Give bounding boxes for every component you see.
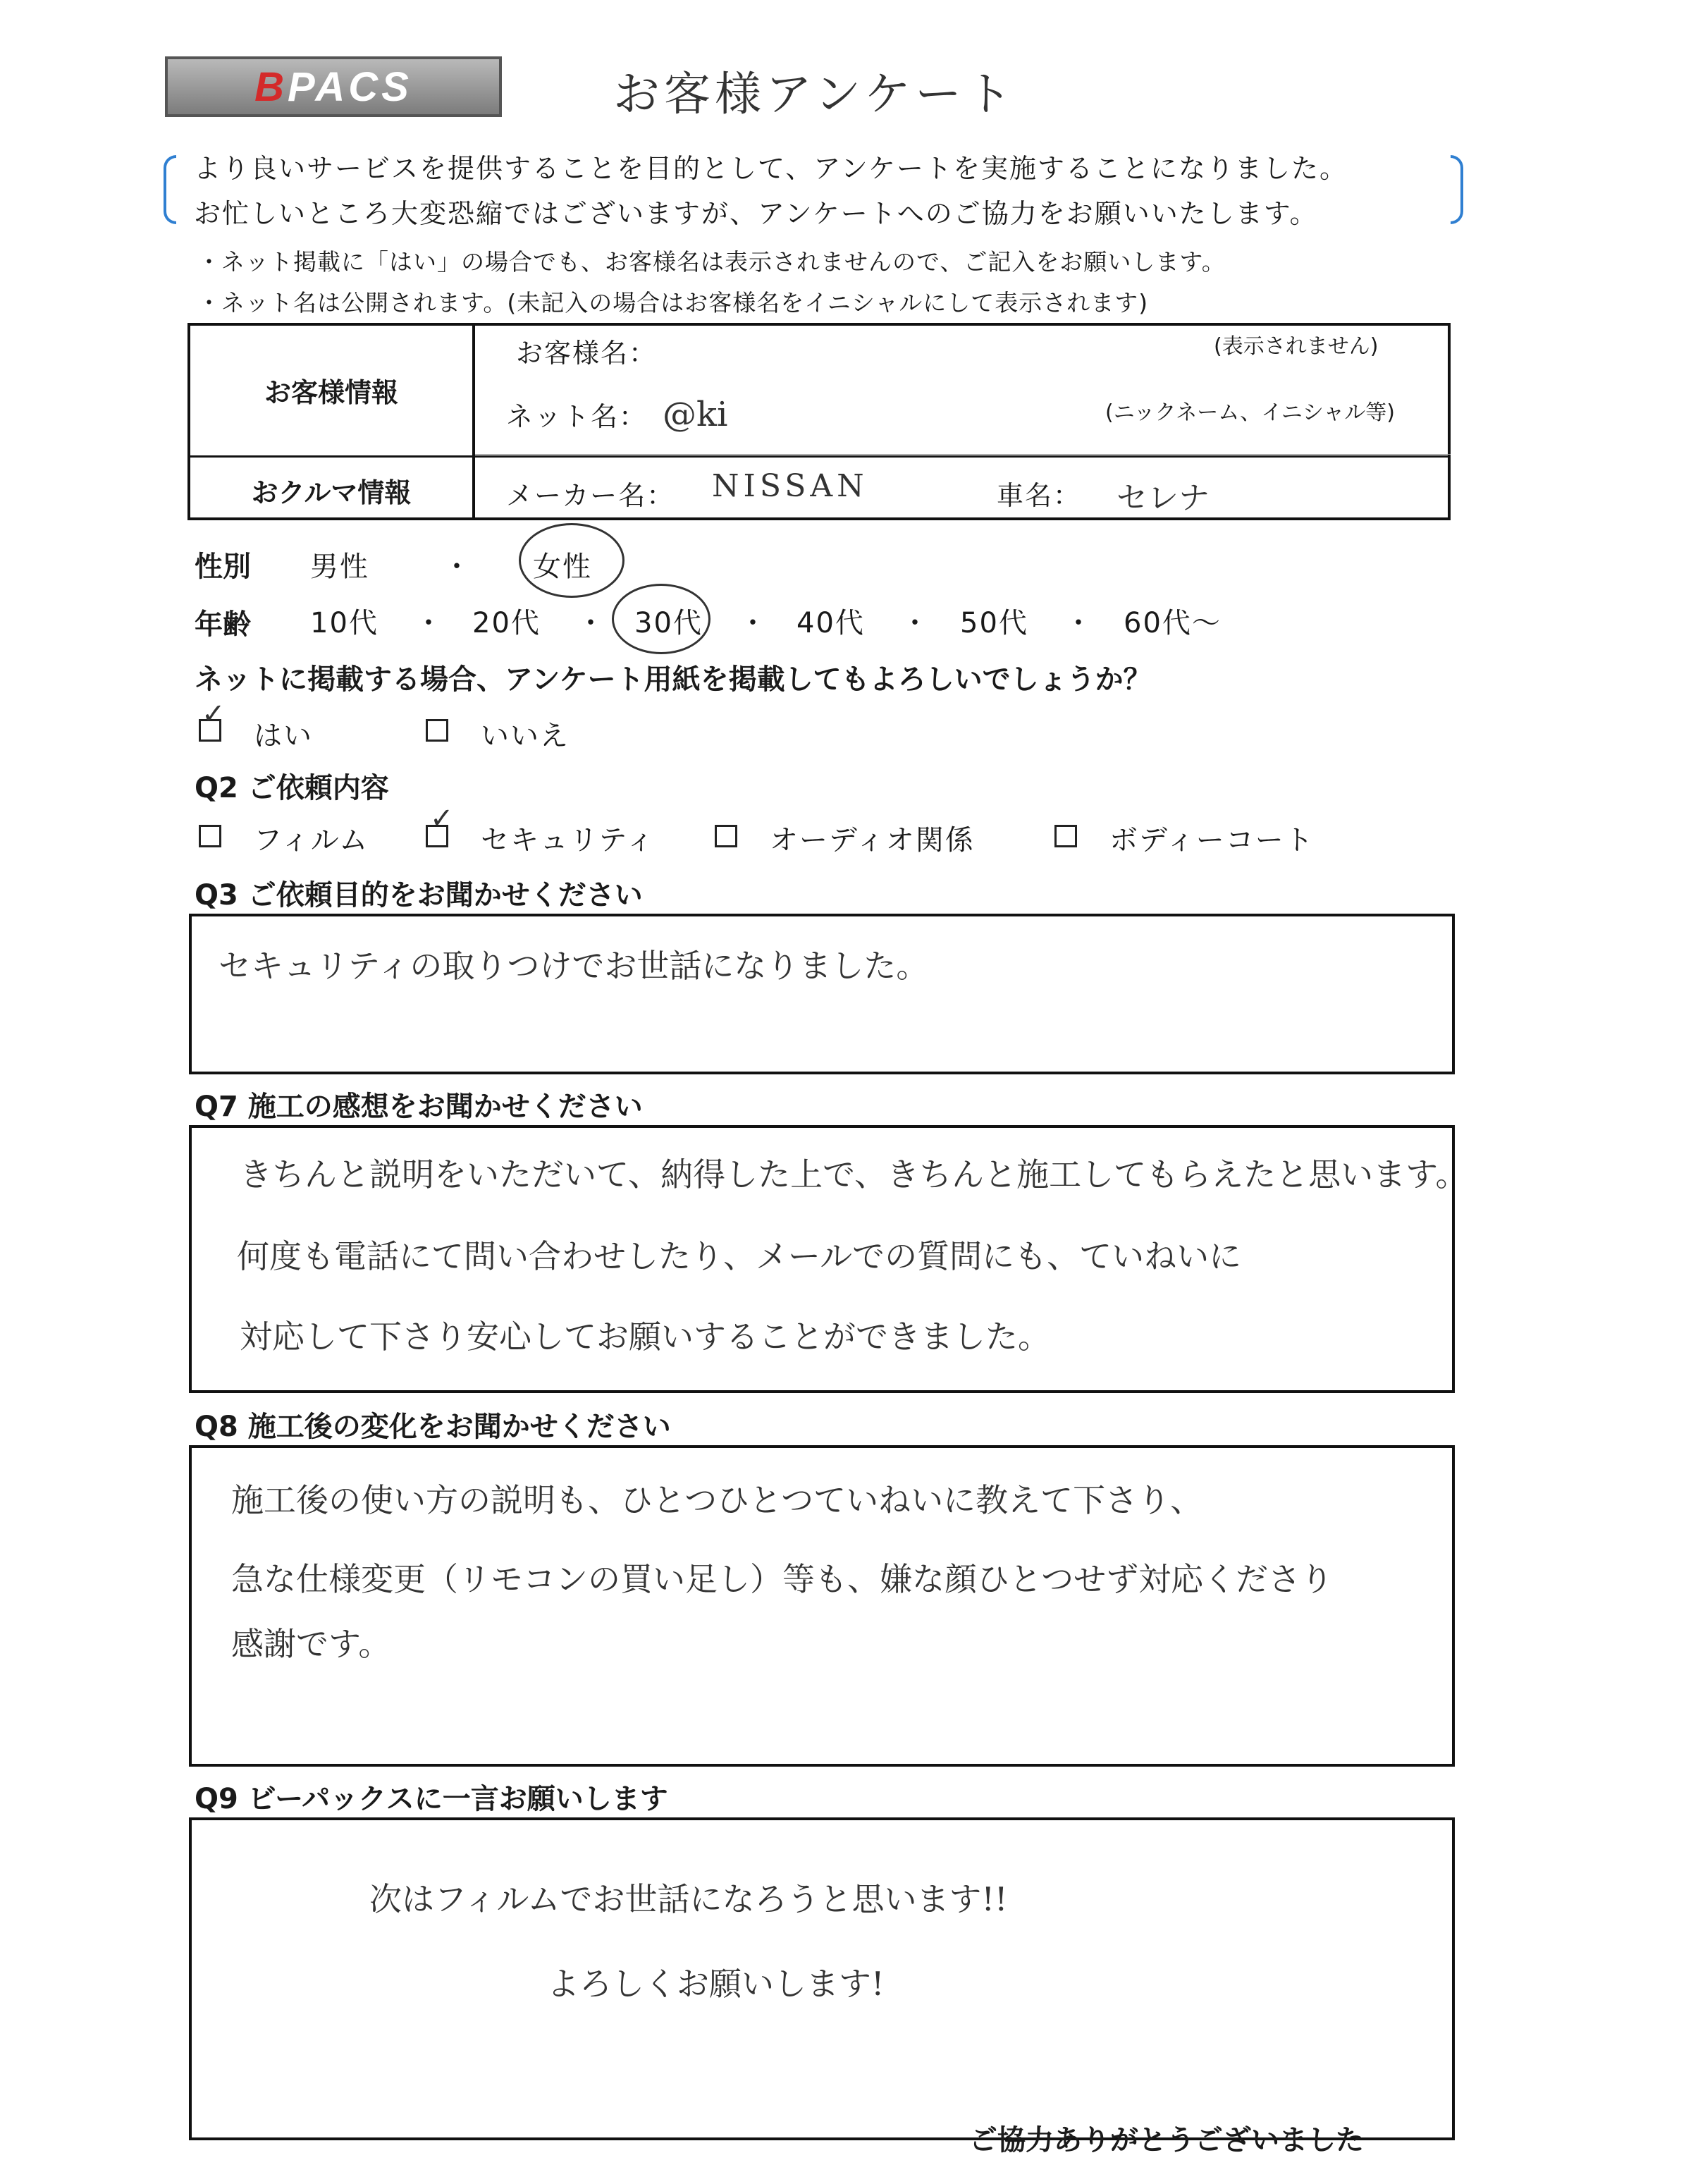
customer-info-label: お客様情報	[264, 377, 398, 408]
table-divider-horizontal	[187, 455, 1451, 458]
intro-note-2: ・ネット名は公開されます。(未記入の場合はお客様名をイニシャルにして表示されます)	[197, 289, 1149, 317]
car-name-label: 車名：	[997, 480, 1082, 511]
net-name-value[interactable]: @ki	[663, 395, 728, 434]
q2-film-label: フィルム	[254, 824, 369, 857]
intro-line-2: お忙しいところ大変恐縮ではございますが、アンケートへのご協力をお願いいたします。	[194, 198, 1318, 229]
q7-title: Q7 施工の感想をお聞かせください	[195, 1091, 643, 1123]
table-divider-inner	[475, 454, 1451, 455]
logo-prefix: B	[254, 63, 288, 110]
table-divider-vertical	[472, 323, 475, 520]
publish-yes-label: はい	[254, 720, 313, 752]
age-option-50s[interactable]: 50代	[960, 607, 1028, 639]
q8-answer-line: 急な仕様変更（リモコンの買い足し）等も、嫌な顔ひとつせず対応くださり	[231, 1560, 1334, 1598]
publish-question: ネットに掲載する場合、アンケート用紙を掲載してもよろしいでしょうか？	[195, 663, 1152, 696]
age-separator: ・	[901, 607, 930, 639]
age-separator: ・	[577, 607, 606, 639]
customer-name-note: (表示されません)	[1214, 334, 1379, 359]
q9-answer-line: よろしくお願いします!	[547, 1965, 885, 2003]
logo-text: PACS	[288, 63, 412, 110]
q2-bodycoat-label: ボディーコート	[1109, 824, 1315, 857]
q2-film-checkbox[interactable]	[199, 825, 221, 847]
q3-answer-box[interactable]	[189, 914, 1455, 1074]
maker-value[interactable]: NISSAN	[712, 468, 868, 504]
q8-title: Q8 施工後の変化をお聞かせください	[195, 1411, 671, 1443]
publish-no-label: いいえ	[481, 720, 570, 752]
q7-answer-line: 何度も電話にて問い合わせしたり、メールでの質問にも、ていねいに	[237, 1237, 1242, 1275]
q7-answer-line: きちんと説明をいただいて、納得した上で、きちんと施工してもらえたと思います。	[240, 1155, 1468, 1194]
q8-answer-line: 施工後の使い方の説明も、ひとつひとつていねいに教えて下さり、	[231, 1481, 1203, 1519]
maker-label: メーカー名：	[506, 480, 675, 511]
car-name-value[interactable]: セレナ	[1116, 480, 1210, 516]
q7-answer-line: 対応して下さり安心してお願いすることができました。	[240, 1318, 1050, 1356]
q2-security-label: セキュリティ	[481, 824, 656, 857]
check-mark-icon: ✓	[430, 802, 454, 835]
q8-answer-line: 感謝です。	[231, 1625, 391, 1663]
q2-audio-label: オーディオ関係	[770, 824, 975, 857]
check-mark-icon: ✓	[202, 698, 226, 730]
q9-answer-line: 次はフィルムでお世話になろうと思います!!	[369, 1880, 1008, 1918]
bpacs-logo	[165, 56, 502, 117]
age-option-60s[interactable]: 60代〜	[1124, 607, 1222, 639]
q3-title: Q3 ご依頼目的をお聞かせください	[195, 879, 643, 912]
q2-title: Q2 ご依頼内容	[195, 772, 389, 804]
age-option-40s[interactable]: 40代	[796, 607, 865, 639]
age-option-30s[interactable]: 30代	[634, 607, 703, 639]
net-name-label: ネット名：	[506, 401, 648, 432]
publish-no-checkbox[interactable]	[426, 719, 448, 742]
age-separator: ・	[739, 607, 768, 639]
q2-audio-checkbox[interactable]	[715, 825, 737, 847]
q3-answer-line: セキュリティの取りつけでお世話になりました。	[219, 947, 929, 985]
customer-name-label: お客様名：	[516, 338, 658, 369]
intro-line-1: より良いサービスを提供することを目的として、アンケートを実施することになりました。	[194, 153, 1348, 184]
age-separator: ・	[1064, 607, 1094, 639]
gender-separator: ・	[443, 551, 472, 583]
age-separator: ・	[414, 607, 444, 639]
age-option-20s[interactable]: 20代	[472, 607, 541, 639]
gender-option-male[interactable]: 男性	[310, 551, 369, 583]
gender-option-female[interactable]: 女性	[533, 551, 592, 583]
intro-bracket-right	[1451, 155, 1463, 224]
net-name-note: (ニックネーム、イニシャル等)	[1105, 400, 1396, 425]
document-title: お客様アンケート	[613, 67, 1017, 121]
car-info-label: おクルマ情報	[251, 477, 412, 508]
q2-bodycoat-checkbox[interactable]	[1054, 825, 1077, 847]
age-label: 年齢	[195, 608, 251, 641]
intro-bracket-left	[164, 155, 176, 224]
intro-note-1: ・ネット掲載に「はい」の場合でも、お客様名は表示されませんので、ご記入をお願いします。	[197, 248, 1226, 276]
q9-title: Q9 ビーパックスに一言お願いします	[195, 1783, 668, 1815]
age-option-10s[interactable]: 10代	[310, 607, 379, 639]
gender-label: 性別	[195, 551, 251, 583]
thank-you-footer: ご協力ありがとうございました	[969, 2124, 1364, 2157]
